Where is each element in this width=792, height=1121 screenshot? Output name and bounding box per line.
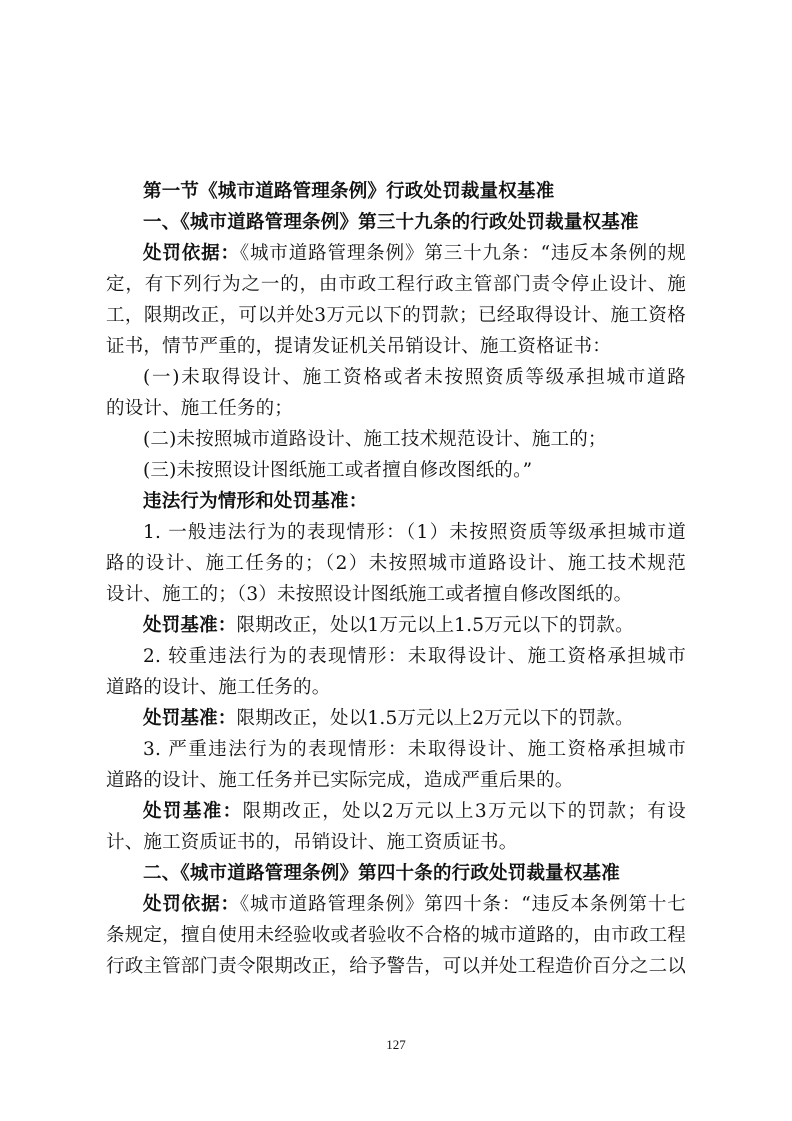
standard-label: 处罚基准： <box>143 615 237 636</box>
paragraph-line: 证书，情节严重的，提请发证机关吊销设计、施工资格证书： <box>106 336 611 357</box>
paragraph-line: 道路的设计、施工任务并已实际完成，造成严重后果的。 <box>106 770 574 791</box>
basis-text: 《城市道路管理条例》第四十条：“违反本条例第十七 <box>239 894 686 915</box>
heading-article-39: 一、《城市道路管理条例》第三十九条的行政处罚裁量权基准 <box>143 212 639 233</box>
standard-label: 处罚基准： <box>143 801 243 822</box>
section-title: 第一节《城市道路管理条例》行政处罚裁量权基准 <box>143 181 555 202</box>
list-item-cont: 的设计、施工任务的； <box>106 398 294 419</box>
list-item: (一)未取得设计、施工资格或者未按照资质等级承担城市道路 <box>143 367 686 388</box>
standard-text: 限期改正，处以2万元以上3万元以下的罚款；有设 <box>242 801 686 822</box>
basis-label: 处罚依据： <box>143 894 240 915</box>
situation-general: 1. 一般违法行为的表现情形：（1）未按照资质等级承担城市道 <box>143 522 686 543</box>
situations-title: 违法行为情形和处罚基准： <box>143 491 368 512</box>
paragraph-line: 设计、施工的；（3）未按照设计图纸施工或者擅自修改图纸的。 <box>106 584 633 605</box>
paragraph-line: 定，有下列行为之一的，由市政工程行政主管部门责令停止设计、施 <box>106 274 686 295</box>
paragraph-basis-40-line <box>143 889 686 921</box>
penalty-standard-general <box>143 610 686 642</box>
situation-serious: 2. 较重违法行为的表现情形：未取得设计、施工资格承担城市 <box>143 646 686 667</box>
penalty-standard-serious <box>143 703 686 735</box>
paragraph-basis-39-line <box>143 238 686 270</box>
paragraph-line: 行政主管部门责令限期改正，给予警告，可以并处工程造价百分之二以 <box>106 956 686 977</box>
list-item: (三)未按照设计图纸施工或者擅自修改图纸的。” <box>143 460 533 481</box>
page-number: 127 <box>386 1037 406 1052</box>
paragraph-line: 道路的设计、施工任务的。 <box>106 677 331 698</box>
standard-text: 限期改正，处以1.5万元以上2万元以下的罚款。 <box>236 708 634 729</box>
heading-article-40: 二、《城市道路管理条例》第四十条的行政处罚裁量权基准 <box>143 863 620 884</box>
paragraph-line: 条规定，擅自使用未经验收或者验收不合格的城市道路的，由市政工程 <box>106 925 686 946</box>
standard-text: 限期改正，处以1万元以上1.5万元以下的罚款。 <box>236 615 634 636</box>
list-item: (二)未按照城市道路设计、施工技术规范设计、施工的； <box>143 429 607 450</box>
paragraph-line: 工，限期改正，可以并处3万元以下的罚款；已经取得设计、施工资格 <box>106 305 686 326</box>
basis-label: 处罚依据： <box>143 243 240 264</box>
paragraph-line: 路的设计、施工任务的；（2）未按照城市道路设计、施工技术规范 <box>106 553 686 574</box>
situation-severe: 3. 严重违法行为的表现情形：未取得设计、施工资格承担城市 <box>143 739 686 760</box>
basis-text: 《城市道路管理条例》第三十九条：“违反本条例的规 <box>239 243 686 264</box>
standard-label: 处罚基准： <box>143 708 237 729</box>
paragraph-line: 计、施工资质证书的，吊销设计、施工资质证书。 <box>106 832 518 853</box>
penalty-standard-severe <box>143 796 686 828</box>
